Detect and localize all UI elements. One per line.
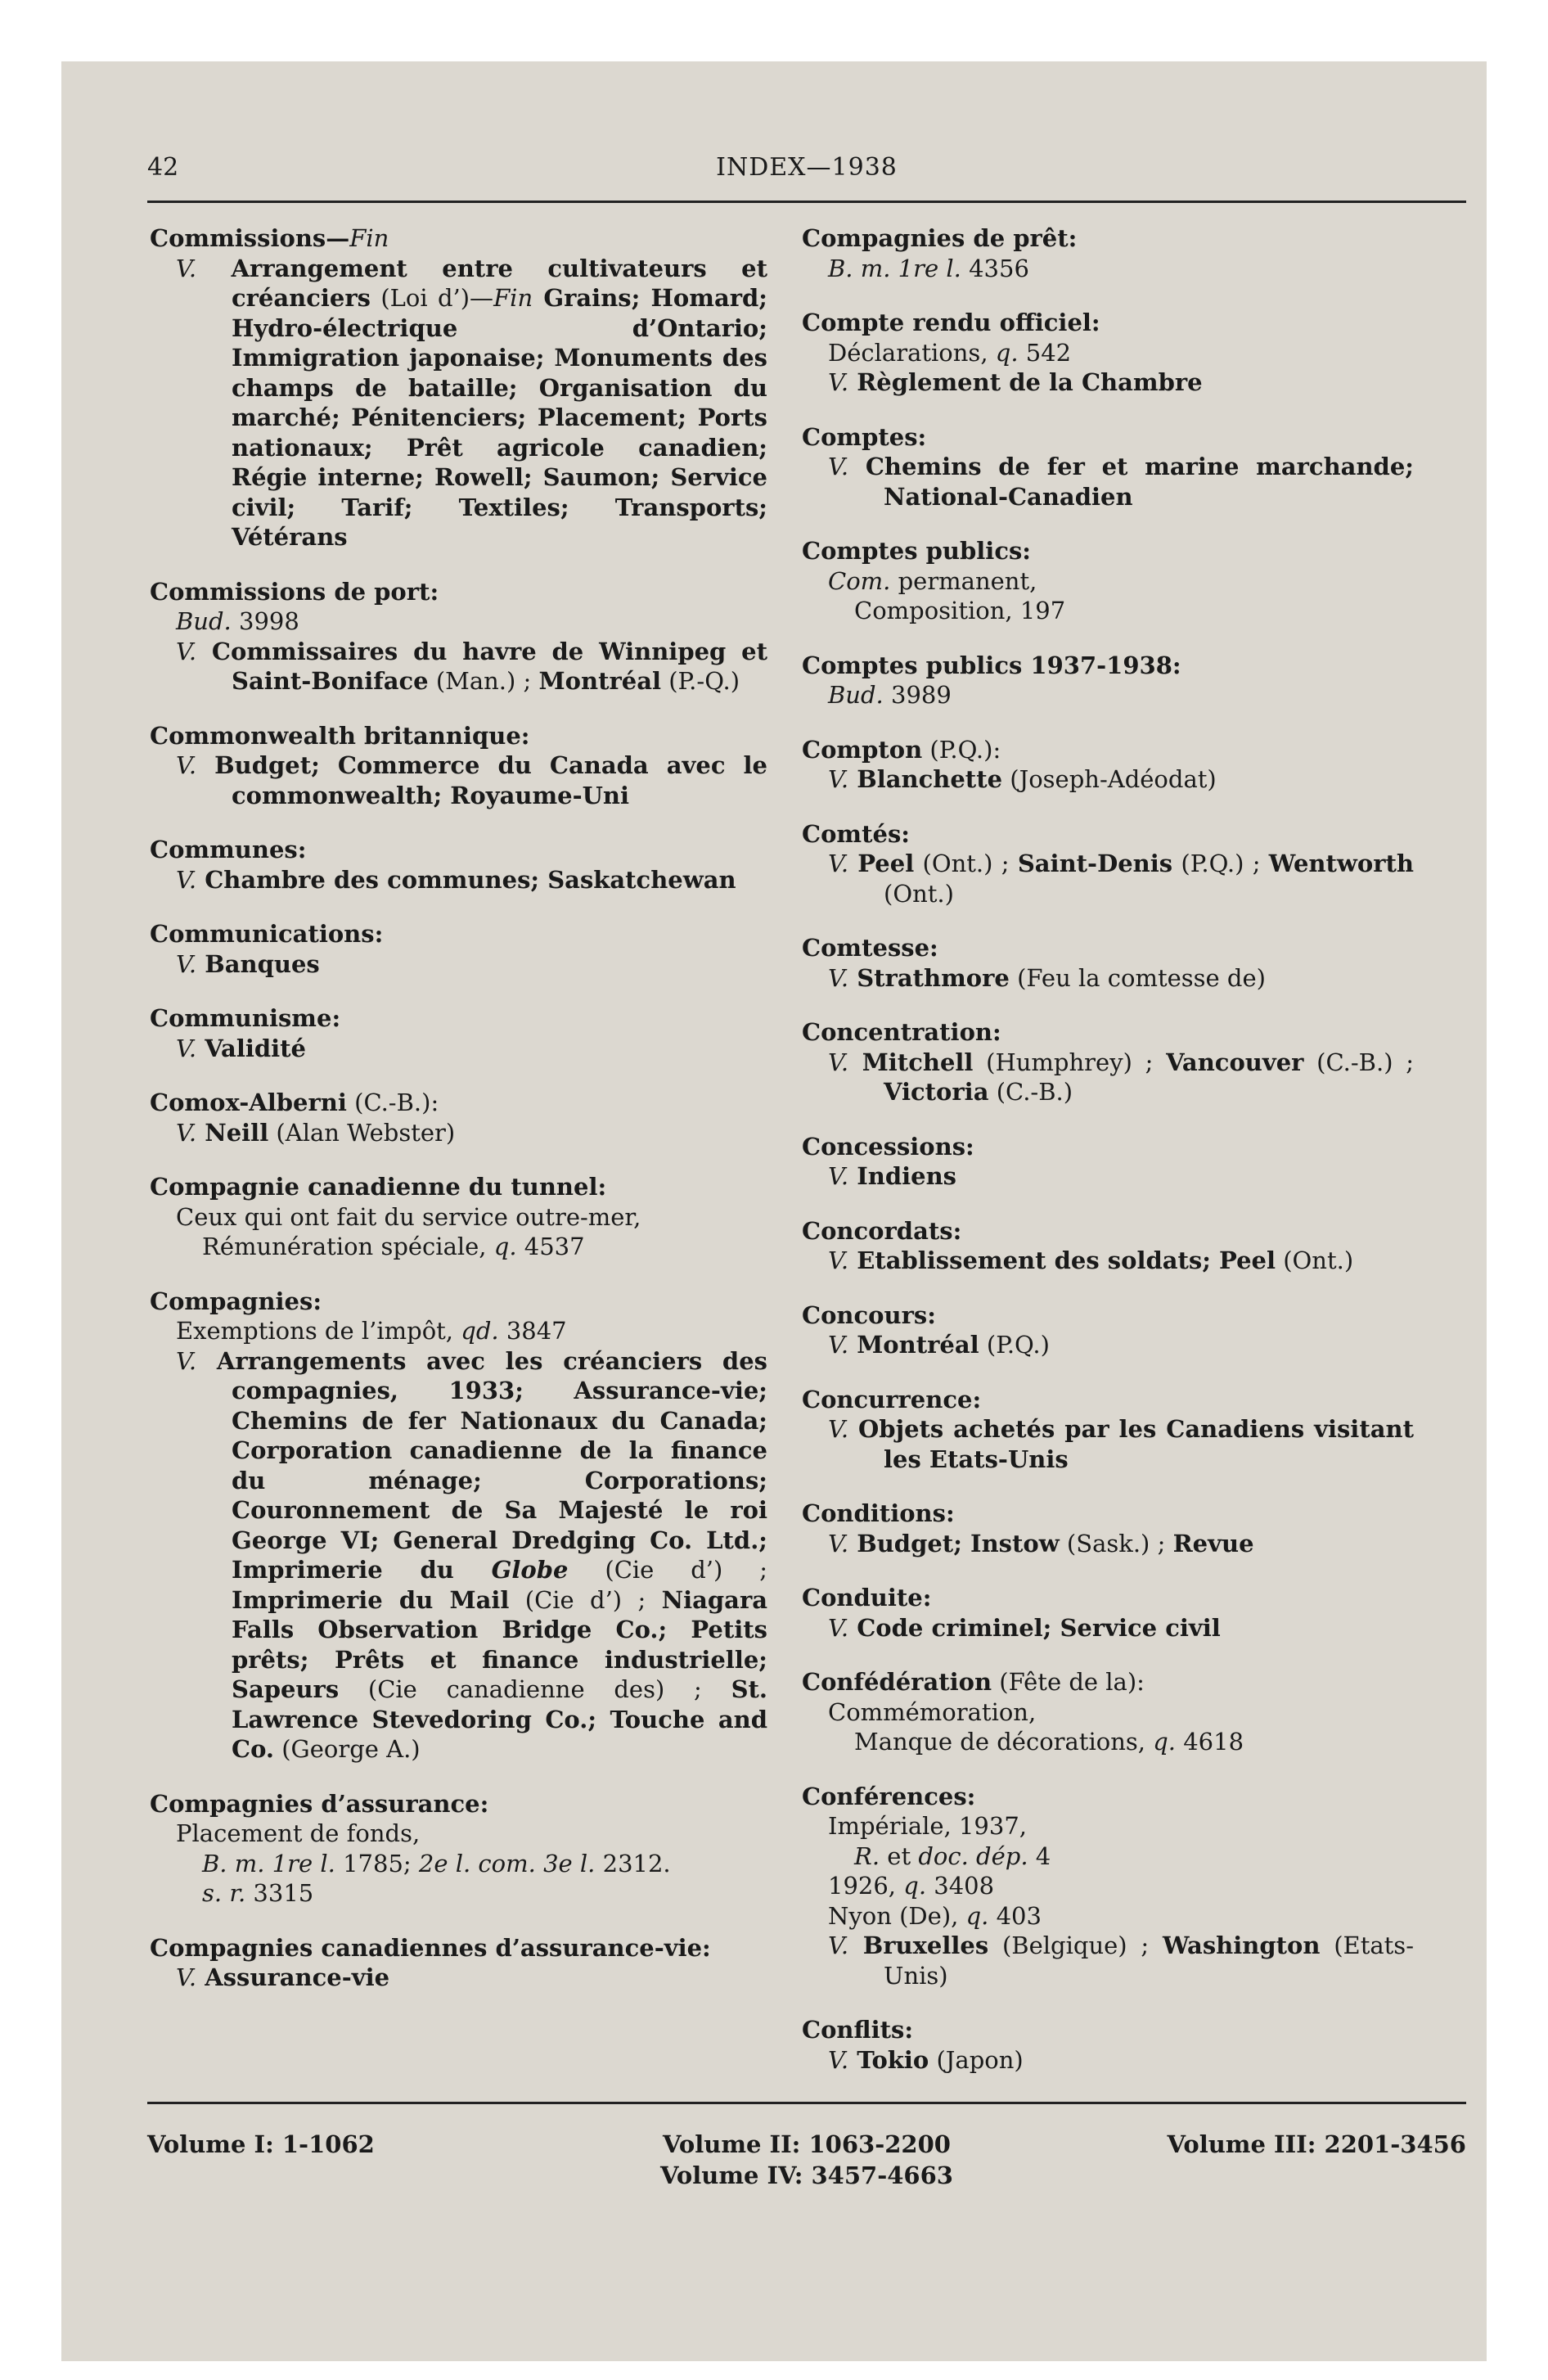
index-entry xyxy=(802,2015,1414,2075)
entry-heading: Compton xyxy=(802,735,923,764)
index-entry: Compagnies d’assurance: Placement de fonds, B. m. 1re l. 1785; 2e l. com. 3e l. 2312. s. r. 3315 xyxy=(150,1789,767,1909)
index-entry xyxy=(802,1583,1414,1643)
entry-heading: Comtés: xyxy=(802,819,910,848)
entry-heading: Conférences: xyxy=(802,1782,976,1810)
entry-heading: Compagnies: xyxy=(150,1287,322,1315)
index-entry: Compton (P.Q.): V. Blanchette (Joseph-Adéodat) xyxy=(802,735,1414,795)
entry-heading: Concurrence: xyxy=(802,1385,982,1413)
entry-heading: Comtesse: xyxy=(802,934,938,962)
entry-heading: Compte rendu officiel: xyxy=(802,309,1100,336)
entry-heading: Concessions: xyxy=(802,1132,974,1161)
entry-heading: Comptes publics: xyxy=(802,537,1032,565)
index-entry: Compagnies: Exemptions de l’impôt, qd. 3847 V. Arrangements avec les créanciers des compagnies, 1933; Assurance-vie; Chemins de fer Nationaux du Canada; Corporation canadienne de la finance du ménage; Corporations; Couronnement de Sa Majesté le roi George VI; General Dredging Co. Ltd.; Imprimerie du Globe (Cie d’) ; Imprimerie du Mail (Cie d’) ; Niagara Falls Observation Bridge Co.; Petits prêts; Prêts et finance industrielle; Sapeurs (Cie canadienne des) ; St. Lawrence Stevedoring Co.; Touche and Co. (George A.) xyxy=(150,1287,768,1763)
right-column xyxy=(802,223,1414,2099)
entry-heading: Comox-Alberni xyxy=(150,1089,347,1116)
entry-heading: Concours: xyxy=(802,1300,936,1329)
index-entry xyxy=(150,835,767,895)
entry-heading: Communisme: xyxy=(150,1004,341,1032)
index-entry: Comox-Alberni (C.-B.): V. Neill (Alan Webster) xyxy=(150,1088,767,1147)
volume-1-range: Volume I: 1-1062 xyxy=(147,2130,375,2158)
index-entry xyxy=(802,1300,1414,1360)
see-also-references: V. Budget; Instow (Sask.) ; Revue xyxy=(828,1529,1254,1557)
see-also-references: V. Strathmore (Feu la comtesse de) xyxy=(828,963,1266,992)
see-also-references: V. Arrangement entre cultivateurs et créanciers (Loi d’)—Fin Grains; Homard; Hydro-électrique d’Ontario; Immigration japonaise; Monuments des champs de bataille; Organisation du marché; Pénitenciers; Placement; Ports nationaux; Prêt agricole canadien; Régie interne; Rowell; Saumon; Service civil; Tarif; Textiles; Transports; Vétérans xyxy=(176,254,767,551)
entry-heading: Communes: xyxy=(150,836,307,863)
entry-heading: Compagnie canadienne du tunnel: xyxy=(150,1173,607,1201)
entry-heading: Commissions de port: xyxy=(150,577,439,606)
see-also-references: V. Objets achetés par les Canadiens visitant les Etats-Unis xyxy=(828,1415,1414,1473)
entry-heading: Comptes: xyxy=(802,422,927,451)
see-also-references: V. Montréal (P.Q.) xyxy=(828,1331,1050,1359)
header-rule xyxy=(147,201,1466,203)
see-also-references: V. Bruxelles (Belgique) ; Washington (Etats-Unis) xyxy=(828,1931,1414,1990)
see-also-references: V. Blanchette (Joseph-Adéodat) xyxy=(828,765,1217,793)
index-entry xyxy=(150,1933,767,1993)
entry-heading: Conduite: xyxy=(802,1584,932,1611)
see-also-references: V. Code criminel; Service civil xyxy=(828,1613,1221,1642)
see-also-references: V. Etablissement des soldats; Peel (Ont.) xyxy=(828,1246,1354,1274)
see-also-references: V. Mitchell (Humphrey) ; Vancouver (C.-B.) ; Victoria (C.-B.) xyxy=(828,1048,1414,1106)
see-also-references: V. Tokio (Japon) xyxy=(828,2045,1024,2074)
left-column xyxy=(150,223,767,2017)
entry-heading: Compagnies d’assurance: xyxy=(150,1789,489,1818)
index-entry xyxy=(150,1003,767,1063)
index-entry xyxy=(802,422,1414,512)
page-title: INDEX—1938 xyxy=(716,153,898,182)
see-also-references: V. Banques xyxy=(176,949,320,978)
index-entry xyxy=(802,1216,1414,1276)
entry-heading: Compagnies de prêt: xyxy=(802,224,1078,252)
see-also-references: V. Indiens xyxy=(828,1162,957,1190)
index-entry xyxy=(150,919,767,979)
see-also-references: V. Assurance-vie xyxy=(176,1963,390,1991)
index-entry xyxy=(802,1132,1414,1192)
see-also-references: V. Chambre des communes; Saskatchewan xyxy=(176,865,736,894)
entry-heading: Conditions: xyxy=(802,1499,955,1527)
see-also-references: V. Règlement de la Chambre xyxy=(828,368,1203,396)
index-entry: Commissions de port: Bud. 3998 V. Commissaires du havre de Winnipeg et Saint-Boniface (Man.) ; Montréal (P.-Q.) xyxy=(150,577,767,695)
index-entry: Confédération (Fête de la): Commémoration, Manque de décorations, q. 4618 xyxy=(802,1668,1244,1756)
see-also-references: V. Chemins de fer et marine marchande; National-Canadien xyxy=(828,453,1414,511)
see-also-references: V. Neill (Alan Webster) xyxy=(176,1118,456,1147)
index-entry xyxy=(802,933,1414,993)
page-header xyxy=(147,153,1466,189)
volume-3-range: Volume III: 2201-3456 xyxy=(1167,2130,1466,2158)
index-entry: Comptes publics 1937-1938: Bud. 3989 xyxy=(802,651,1414,710)
entry-heading: Comptes publics 1937-1938: xyxy=(802,651,1181,679)
index-entry: Commissions—Fin V. Arrangement entre cultivateurs et créanciers (Loi d’)—Fin Grains; Homard; Hydro-électrique d’Ontario; Immigration japonaise; Monuments des champs de bataille; Organisation du marché; Pénitenciers; Placement; Ports nationaux; Prêt agricole canadien; Régie interne; Rowell; Saumon; Service civil; Tarif; Textiles; Transports; Vétérans xyxy=(150,224,767,551)
entry-heading: Conflits: xyxy=(802,2016,914,2044)
index-entry: Conférences: Impériale, 1937, R. et doc. dép. 4 1926, q. 3408 Nyon (De), q. 403 V. Bruxelles (Belgique) ; Washington (Etats-Unis) xyxy=(802,1782,1414,1990)
index-entry xyxy=(802,1499,1414,1558)
see-also-references: V. Budget; Commerce du Canada avec le commonwealth; Royaume-Uni xyxy=(176,751,767,809)
volume-4-range: Volume IV: 3457-4663 xyxy=(660,2161,953,2189)
index-entry xyxy=(802,1017,1414,1107)
entry-heading: Compagnies canadiennes d’assurance-vie: xyxy=(150,1933,711,1962)
see-also-references: V. Arrangements avec les créanciers des compagnies, 1933; Assurance-vie; Chemins de fer Nationaux du Canada; Corporation canadienne de la finance du ménage; Corporations; Couronnement de Sa Majesté le roi George VI; General Dredging Co. Ltd.; Imprimerie du Globe (Cie d’) ; Imprimerie du Mail (Cie d’) ; Niagara Falls Observation Bridge Co.; Petits prêts; Prêts et finance industrielle; Sapeurs (Cie canadienne des) ; St. Lawrence Stevedoring Co.; Touche and Co. (George A.) xyxy=(176,1346,768,1763)
see-also-references: V. Peel (Ont.) ; Saint-Denis (P.Q.) ; Wentworth (Ont.) xyxy=(828,850,1414,908)
entry-heading: Commissions— xyxy=(150,224,350,252)
index-page xyxy=(61,61,1487,2361)
index-entry: Compagnies de prêt: B. m. 1re l. 4356 xyxy=(802,223,1414,283)
footer-rule xyxy=(147,2102,1466,2104)
volume-2-range: Volume II: 1063-2200 xyxy=(663,2130,951,2158)
see-also-references: V. Commissaires du havre de Winnipeg et Saint-Boniface (Man.) ; Montréal (P.-Q.) xyxy=(176,637,767,695)
volume-footer xyxy=(147,2130,1466,2204)
entry-heading: Concentration: xyxy=(802,1018,1001,1046)
entry-heading: Confédération xyxy=(802,1668,992,1696)
index-entry xyxy=(150,721,767,811)
see-also-references: V. Validité xyxy=(176,1034,307,1062)
index-entry: Comptes publics: Com. permanent, Composition, 197 xyxy=(802,536,1414,626)
entry-heading: Concordats: xyxy=(802,1216,962,1245)
index-entry: Compagnie canadienne du tunnel: Ceux qui ont fait du service outre-mer, Rémunération spéciale, q. 4537 xyxy=(150,1172,767,1262)
index-entry xyxy=(802,1385,1414,1475)
page-number: 42 xyxy=(147,153,179,182)
index-entry: Compte rendu officiel: Déclarations, q. 542 V. Règlement de la Chambre xyxy=(802,308,1414,398)
index-entry xyxy=(802,819,1414,909)
entry-heading: Communications: xyxy=(150,920,384,948)
entry-heading: Commonwealth britannique: xyxy=(150,721,530,750)
